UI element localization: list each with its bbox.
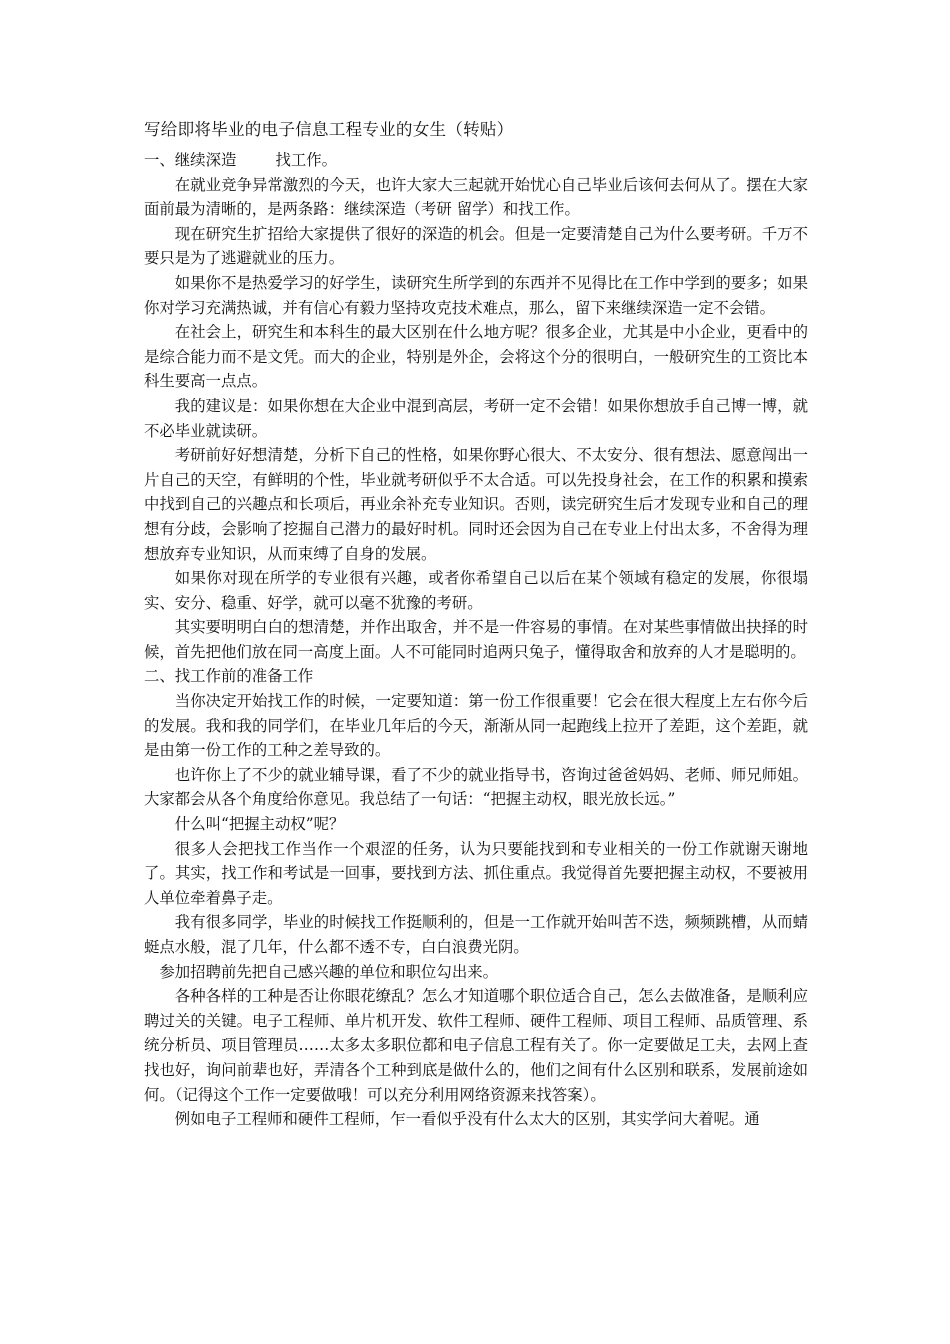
paragraph: 如果你对现在所学的专业很有兴趣，或者你希望自己以后在某个领域有稳定的发展，你很塌实、安分、稳重、好学，就可以毫不犹豫的考研。 (144, 569, 808, 612)
document-blocks (144, 148, 808, 1132)
paragraph: 参加招聘前先把自己感兴趣的单位和职位勾出来。 (159, 962, 498, 981)
paragraph: 考研前好好想清楚，分析下自己的性格，如果你野心很大、不太安分、很有想法、愿意闯出一片自己的天空，有鲜明的个性，毕业就考研似乎不太合适。可以先投身社会，在工作的积累和摸索中找到自己的兴趣点和长项后，再业余补充专业知识。否则，读完研究生后才发现专业和自己的理想有分歧，会影响了挖掘自己潜力的最好时机。同时还会因为自己在专业上付出太多，不舍得为理想放弃专业知识，从而束缚了自身的发展。 (144, 446, 808, 563)
paragraph: 也许你上了不少的就业辅导课，看了不少的就业指导书，咨询过爸爸妈妈、老师、师兄师姐。大家都会从各个角度给你意见。我总结了一句话：“把握主动权，眼光放长远。” (144, 765, 808, 809)
paragraph: 当你决定开始找工作的时候，一定要知道：第一份工作很重要！它会在很大程度上左右你今后的发展。我和我的同学们，在毕业几年后的今天，渐渐从同一起跑线上拉开了差距，这个差距，就是由第一份工作的工种之差导致的。 (144, 692, 808, 760)
paragraph: 现在研究生扩招给大家提供了很好的深造的机会。但是一定要清楚自己为什么要考研。千万不要只是为了逃避就业的压力。 (144, 224, 808, 268)
document-title: 写给即将毕业的电子信息工程专业的女生（转贴） (144, 120, 514, 139)
paragraph: 什么叫“把握主动权”呢？ (174, 815, 345, 834)
paragraph: 很多人会把找工作当作一个艰涩的任务，认为只要能找到和专业相关的一份工作就谢天谢地了。其实，找工作和考试是一回事，要找到方法、抓住重点。我觉得首先要把握主动权，不要被用人单位牵着鼻子走。 (144, 839, 808, 907)
paragraph: 在社会上，研究生和本科生的最大区别在什么地方呢？很多企业，尤其是中小企业，更看中的是综合能力而不是文凭。而大的企业，特别是外企，会将这个分的很明白，一般研究生的工资比本科生要高一点点。 (144, 323, 808, 391)
paragraph: 在就业竞争异常激烈的今天，也许大家大三起就开始忧心自己毕业后该何去何从了。摆在大家面前最为清晰的，是两条路：继续深造（考研 留学）和找工作。 (144, 175, 808, 219)
paragraph: 我的建议是：如果你想在大企业中混到高层，考研一定不会错！如果你想放手自己博一博，就不必毕业就读研。 (144, 396, 808, 440)
paragraph: 其实要明明白白的想清楚，并作出取舍，并不是一件容易的事情。在对某些事情做出抉择的时候，首先把他们放在同一高度上面。人不可能同时追两只兔子，懂得取舍和放弃的人才是聪明的。 (144, 618, 808, 661)
paragraph: 各种各样的工种是否让你眼花缭乱？怎么才知道哪个职位适合自己，怎么去做准备，是顺利应聘过关的关键。电子工程师、单片机开发、软件工程师、硬件工程师、项目工程师、品质管理、系统分析员、项目管理员……太多太多职位都和电子信息工程有关了。你一定要做足工夫，去网上查找也好，询问前辈也好，弄清各个工种到底是做什么的，他们之间有什么区别和联系，发展前途如何。（记得这个工作一定要做哦！可以充分利用网络资源来找答案）。 (144, 987, 808, 1104)
section-heading: 一、继续深造 找工作。 (144, 151, 338, 169)
paragraph: 我有很多同学，毕业的时候找工作挺顺利的，但是一工作就开始叫苦不迭，频频跳槽，从而蜻蜓点水般，混了几年，什么都不透不专，白白浪费光阴。 (144, 913, 808, 956)
paragraph: 如果你不是热爱学习的好学生，读研究生所学到的东西并不见得比在工作中学到的要多；如果你对学习充满热诚，并有信心有毅力坚持攻克技术难点，那么，留下来继续深造一定不会错。 (144, 273, 808, 317)
paragraph: 例如电子工程师和硬件工程师，乍一看似乎没有什么太大的区别，其实学问大着呢。通 (174, 1110, 760, 1129)
document-body (144, 118, 808, 1132)
section-heading: 二、找工作前的准备工作 (144, 667, 314, 686)
